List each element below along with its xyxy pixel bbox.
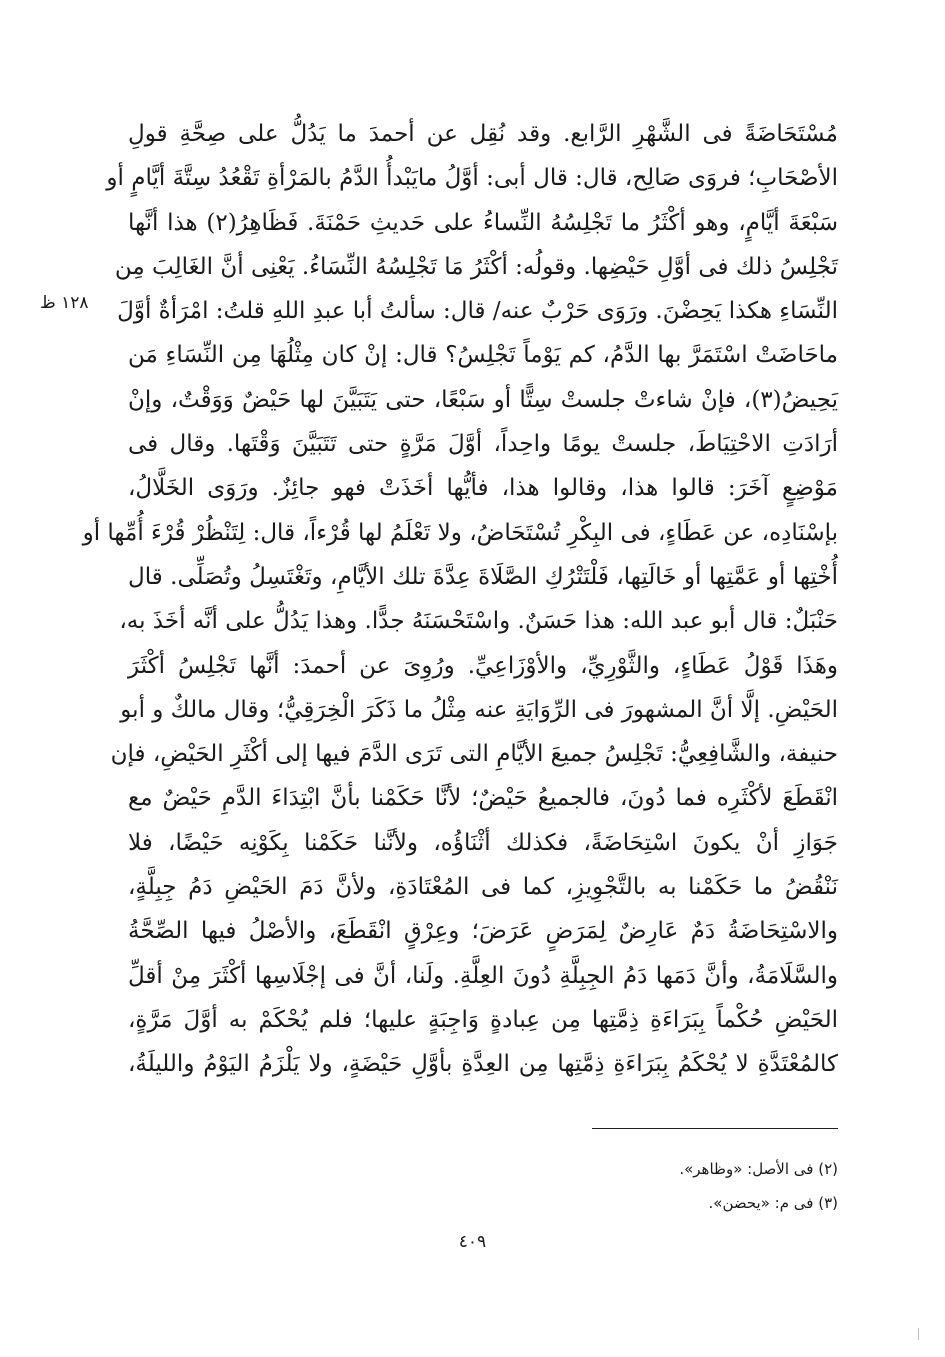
text-line: كالمُعْتَدَّةِ لا يُحْكَمُ بِبَرَاءَةِ ذِمَّتِها مِن العِدَّةِ بأوَّلِ حَيْضَةٍ، ولا يَلْزَمُ اليَوْمُ والليلَةُ،: [128, 1051, 838, 1078]
text-line: أُخْتِها أو عَمَّتِها أو خَالَتِها، فَلْتَتْرُكِ الصَّلَاةَ عِدَّةَ تلك الأيَّامِ، وتَغْتَسِلُ وتُصَلِّى. قال: [128, 563, 838, 590]
text-line: سَبْعَةَ أيَّامٍ، وهو أكْثَرُ ما تَجْلِسُهُ النِّساءُ على حَديثِ حَمْنَةَ. فَظَاهِرُ(٢) هذا أنَّها: [128, 209, 839, 236]
text-line: والسَّلَامَةُ، وأنَّ دَمَها دَمُ الجِبِلَّةِ دُونَ العِلَّةِ. ولَنا، أنَّ فى إجْلَاسِها أكْثَرَ مِنْ أقلِّ: [128, 962, 838, 989]
text-line: بإسْنَادِه، عن عَطَاءٍ، فى البِكْرِ تُسْتَحَاضُ، ولا تَعْلَمُ لها قُرْءاً، قال: لِتَنْظُرْ قُرْءَ أُمِّها أو: [82, 519, 838, 546]
footnote-item: (٢) فى الأصل: «وظاهر».: [679, 1160, 838, 1178]
scan-mark: [918, 1328, 919, 1340]
text-line: مُسْتَحَاضَةً فى الشَّهْرِ الرَّابع. وقد نُقِل عن أحمدَ ما يَدُلُّ على صِحَّةِ قولِ: [128, 121, 838, 147]
text-line: الحَيْضِ حُكْماً بِبَرَاءَةِ ذِمَّتِها مِن عِبادةٍ وَاجِبَةٍ عليها؛ فلم يُحْكَمْ به أوَّلَ مَرَّةٍ،: [128, 1006, 838, 1033]
main-text: [82, 112, 839, 1087]
manuscript-folio-note: ١٢٨ ظ: [40, 293, 89, 313]
text-line: انْقَطَعَ لأكْثَرِه فما دُونَ، فالجميعُ حَيْضٌ؛ لأنَّا حَكَمْنا بأنَّ ابْتِدَاءَ الدَّمِ حَيْضٌ مع: [128, 785, 838, 812]
text-line: الأصْحَابِ؛ فروَى صَالِح، قال: قال أبى: أوَّلُ مايَبْدأُ الدَّمُ بالمَرْأةِ تَقْعُدُ سِتَّةَ أيَّامٍ أو: [106, 165, 838, 192]
text-line: مَوْضِعٍ آخَرَ: قالوا هذا، وقالوا هذا، فأيُّها أخَذَتْ فهو جائِزٌ. ورَوَى الخَلَّالُ،: [128, 475, 838, 502]
footnotes: [679, 1152, 838, 1220]
text-line: حنيفة، والشَّافِعِيُّ: تَجْلِسُ جميعَ الأيَّامِ التى تَرَى الدَّمَ فيها إلى أكْثَرِ الحَيْضِ، فإن: [110, 741, 838, 768]
footnote-item: (٣) فى م: «يحضن».: [708, 1194, 838, 1212]
text-line: والاسْتِحَاضَةُ دَمٌ عَارِضٌ لِمَرَضٍ عَرَضَ؛ وعِرْقٍ انْقَطَعَ، والأصْلُ فيها الصِّحَّةُ: [128, 918, 838, 945]
footnote-separator: [592, 1128, 838, 1129]
text-line: وهَذَا قَوْلُ عَطَاءٍ، والثَّوْرِيِّ، والأوْزَاعِيِّ. ورُوِىَ عن أحمدَ: أنَّها تَجْلِسُ أكْثَرَ: [128, 652, 838, 679]
text-line: ماحَاضَتْ اسْتَمَرَّ بها الدَّمُ، كم يَوْماً تَجْلِسُ؟ قال: إنْ كان مِثْلُهَا مِن النِّسَاءِ مَن: [128, 342, 838, 369]
text-line: أرَادَتِ الاحْتِيَاطَ، جلستْ يومًا واحِداً، أوَّلَ مَرَّةٍ حتى تَتَبَيَّنَ وَقْتَها. وقال فى: [128, 431, 838, 458]
text-line: نَنْقُضُ ما حَكَمْنا به بالتَّجْوِيزِ، كما فى المُعْتَادَةِ، ولأنَّ دَمَ الحَيْضِ دَمُ جِبِلَّةٍ،: [128, 874, 838, 901]
text-line: تَجْلِسُ ذلك فى أوَّلِ حَيْضِها. وقولُه: أكْثَرُ مَا تَجْلِسُهُ النِّسَاءُ. يَعْنِى أنَّ الغَالِبَ مِن: [114, 253, 838, 280]
page-number: ٤٠٩: [458, 1232, 487, 1252]
text-line: النِّسَاءِ هكذا يَحِضْنَ. ورَوَى حَرْبٌ عنه/ قال: سألتُ أبا عبدِ اللهِ قلتُ: امْرَأةٌ أوَّلَ: [117, 298, 838, 325]
text-line: يَحِيضُ(٣)، فإنْ شاءتْ جلستْ سِتًّا أو سَبْعًا، حتى يَتَبَيَّنَ لها حَيْضٌ وَوَقْتٌ، وإنْ: [128, 386, 838, 413]
text-line: حَنْبَلٌ: قال أبو عبد الله: هذا حَسَنٌ. واسْتَحْسَنَهُ جدًّا. وهذا يَدُلُّ على أنَّه أخَذَ به،: [119, 608, 838, 635]
text-line: جَوَازِ أنْ يكونَ اسْتِحَاضَةً، فكذلك أثْنَاؤُه، ولأنَّنا حَكَمْنا بِكَوْنِه حَيْضًا، فلا: [128, 829, 838, 856]
text-line: الحَيْضِ. إلَّا أنَّ المشهورَ فى الرِّوَايَةِ عنه مِثْلُ ما ذَكَرَ الْخِرَقِيُّ؛ وقال مالكٌ و أبو: [120, 696, 838, 723]
